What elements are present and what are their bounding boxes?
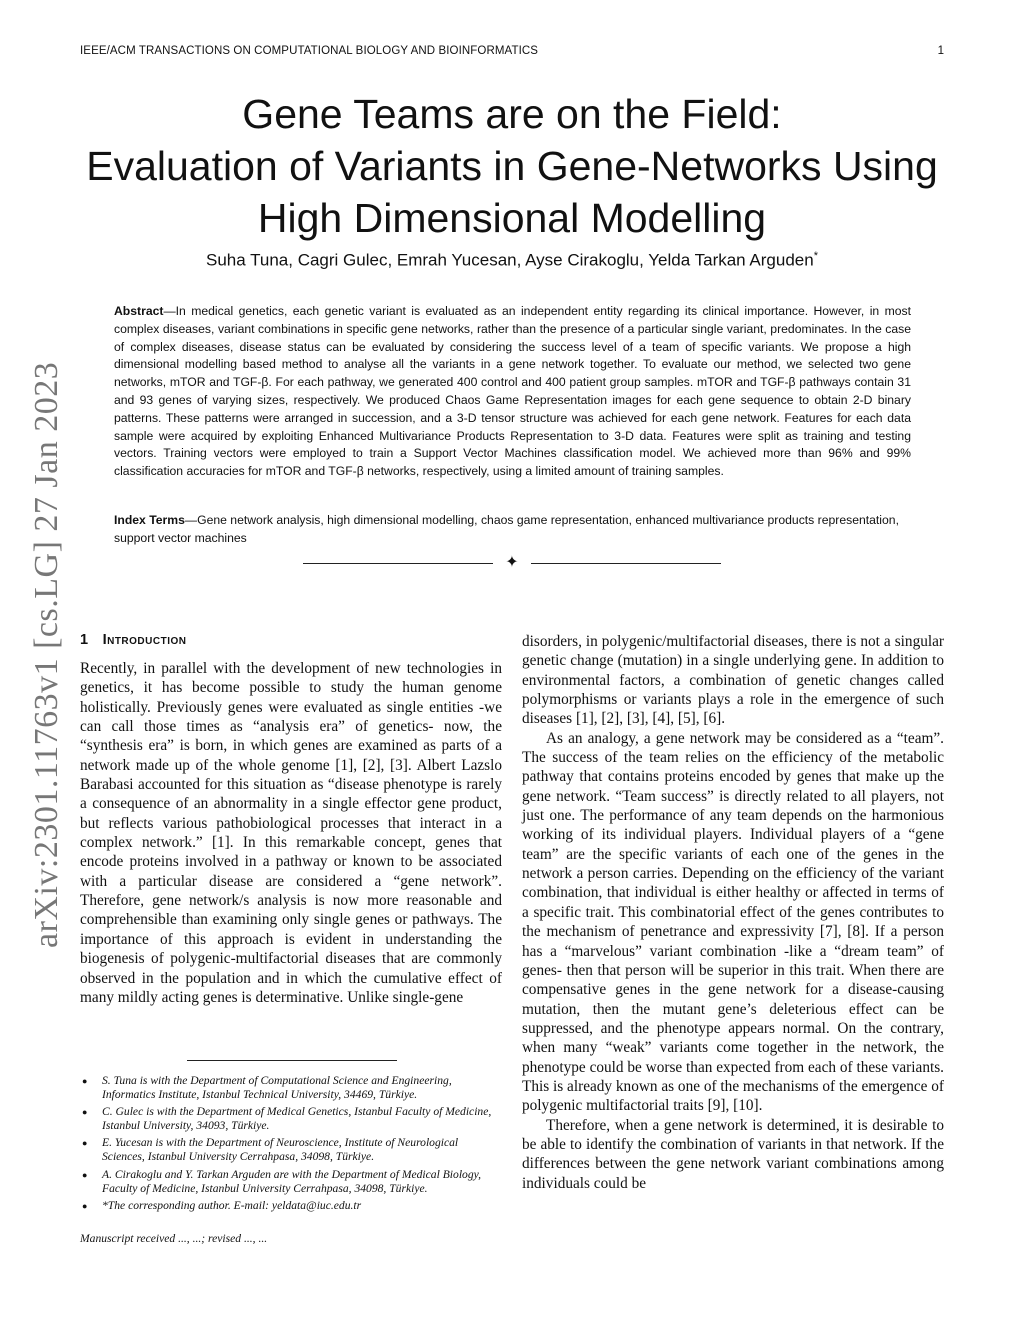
index-terms-label: Index Terms — [114, 513, 185, 527]
footnote-item — [80, 1199, 502, 1213]
divider-star-icon: ✦ — [505, 554, 519, 571]
footnotes — [80, 1074, 502, 1216]
footnote-text: C. Gulec is with the Department of Medical Genetics, Istanbul Faculty of Medicine, Istanbul University, 34093, Türkiye. — [102, 1105, 492, 1133]
paper-title — [60, 88, 964, 244]
running-head: IEEE/ACM TRANSACTIONS ON COMPUTATIONAL BIOLOGY AND BIOINFORMATICS — [80, 45, 539, 57]
footnote-text: S. Tuna is with the Department of Computational Science and Engineering, Informatics Institute, Istanbul Technical University, 34469, Türkiye. — [102, 1074, 452, 1102]
section-number: 1 — [80, 632, 89, 648]
footnote-item — [80, 1105, 502, 1133]
author-list — [60, 250, 964, 271]
footnote-item — [80, 1074, 502, 1102]
bullet-icon: ● — [82, 1200, 88, 1211]
index-terms-text: —Gene network analysis, high dimensional modelling, chaos game representation, enhanced multivariance products representation, support vector machines — [114, 513, 899, 545]
bullet-icon: ● — [82, 1138, 88, 1149]
abstract-label: Abstract — [114, 304, 164, 318]
section-title: Introduction — [102, 632, 187, 648]
left-column — [80, 659, 502, 1007]
divider-rule-right — [531, 563, 721, 564]
title-line-1: Gene Teams are on the Field: — [242, 91, 782, 137]
bullet-icon: ● — [82, 1076, 88, 1086]
intro-paragraph-2: disorders, in polygenic/multifactorial diseases, there is not a singular genetic change (mutation) in a single underlying gene. In addition to environmental factors, a combination of genetic changes called polymorphisms or variants plays a role in the emergence of such diseases [1], [2], [3], [4], [5], [6]. — [522, 633, 944, 728]
footnote-item — [80, 1168, 502, 1196]
bullet-icon: ● — [82, 1107, 88, 1118]
manuscript-note: Manuscript received ..., ...; revised ..., ... — [80, 1232, 268, 1245]
intro-paragraph-3: As an analogy, a gene network may be considered as a “team”. The success of the team relies on the efficiency of the metabolic pathway that contains proteins encoded by genes that make up the gene network. “Team success” is directly related to all players, not just one. The performance of any team depends on the harmonious working of its individual players. Individual players of a “gene team” are the specific variants of each one of the genes in the network a person carries. Depending on the efficiency of the variant combination, that individual is either healthy or affected in terms of a specific trait. This combinatorial effect of the genes contributes to the mechanism of penetrance and expressivity [7], [8]. If a person has a “marvelous” variant combination -like a “dream team” of genes- then that person will be superior in this trait. When there are compensative genes in the gene network for a disease-causing mutation, then the mutant gene’s deleterious effect can be suppressed, and the phenotype appears normal. On the contrary, when many “weak” variants come together in the network, the phenotype could be worse than expected from each of these variants. This is already known as one of the mechanisms of the emergence of polygenic multifactorial traits [9], [10]. — [522, 729, 944, 1115]
section-divider — [300, 552, 724, 576]
corresponding-author-mark: * — [813, 250, 818, 262]
title-line-2: Evaluation of Variants in Gene-Networks Using — [86, 143, 938, 189]
index-terms — [114, 512, 911, 548]
intro-paragraph-1: Recently, in parallel with the development of new technologies in genetics, it has become possible to study the human genome holistically. Previously genes were evaluated as single entities -we can call those times as “analysis era” of genetics- now, the “synthesis era” is born, in which genes are examined as parts of a network made up of the whole genome [1], [2], [3]. Albert Lazslo Barabasi accounted for this situation as “disease phenotype is rarely a consequence of an abnormality in a single effector gene product, but reflects various pathobiological processes that interact in a complex network.” [1]. In this remarkable concept, genes that encode proteins involved in a pathway or known to be associated with a particular disease are considered a “gene network”. Therefore, gene network/s analysis is now more reasonable and comprehensible than examining only single genes or pathways. The importance of this approach is evident in understanding the biogenesis of polygenic-multifactorial diseases that are commonly observed in the population and in which the cumulative effect of many mildly acting genes is determinative. Unlike single-gene — [80, 660, 502, 1006]
section-heading — [80, 632, 187, 648]
author-names: Suha Tuna, Cagri Gulec, Emrah Yucesan, Ayse Cirakoglu, Yelda Tarkan Arguden — [206, 250, 814, 270]
footnote-text: E. Yucesan is with the Department of Neuroscience, Institute of Neurological Sciences, Istanbul University Cerrahpasa, 34098, Türkiye. — [102, 1136, 459, 1164]
footnote-text: A. Cirakoglu and Y. Tarkan Arguden are with the Department of Medical Biology, Faculty of Medicine, Istanbul University Cerrahpasa, 34098, Türkiye. — [102, 1167, 482, 1195]
abstract-text: —In medical genetics, each genetic variant is evaluated as an independent entity regarding its clinical importance. However, in most complex diseases, variant combinations in specific gene networks, rather than the presence of a particular single variant, predominates. In the case of complex diseases, disease status can be evaluated by considering the success level of a team of specific variants. We propose a high dimensional modelling based method to analyse all the variants in a gene network together. To evaluate our method, we selected two gene networks, mTOR and TGF-β. For each pathway, we generated 400 control and 400 patient group samples. mTOR and TGF-β pathways contain 31 and 93 genes of varying sizes, respectively. We produced Chaos Game Representation images for each gene sequence to obtain 2-D binary patterns. These patterns were arranged in succession, and a 3-D tensor structure was achieved for each gene network. Features for each data sample were acquired by exploiting Enhanced Multivariance Products Representation to 3-D data. Features were split as training and testing vectors. Training vectors were employed to train a Support Vector Machines classification model. We achieved more than 96% and 99% classification accuracies for mTOR and TGF-β networks, respectively, using a limited amount of training samples. — [114, 304, 911, 479]
page-number: 1 — [937, 45, 944, 57]
title-line-3: High Dimensional Modelling — [257, 195, 767, 241]
footnote-item — [80, 1136, 502, 1164]
footnote-text: *The corresponding author. E-mail: yeldata@iuc.edu.tr — [102, 1198, 362, 1212]
bullet-icon: ● — [82, 1169, 88, 1180]
intro-paragraph-4: Therefore, when a gene network is determined, it is desirable to be able to identify the combination of variants in that network. If the differences between the gene network variant combinations among individuals could be — [522, 1116, 944, 1192]
divider-rule-left — [303, 563, 493, 564]
right-column — [522, 632, 944, 1193]
abstract — [114, 303, 911, 481]
arxiv-identifier: arXiv:2301.11763v1 [cs.LG] 27 Jan 2023 — [28, 361, 65, 948]
footnote-rule — [187, 1060, 397, 1061]
